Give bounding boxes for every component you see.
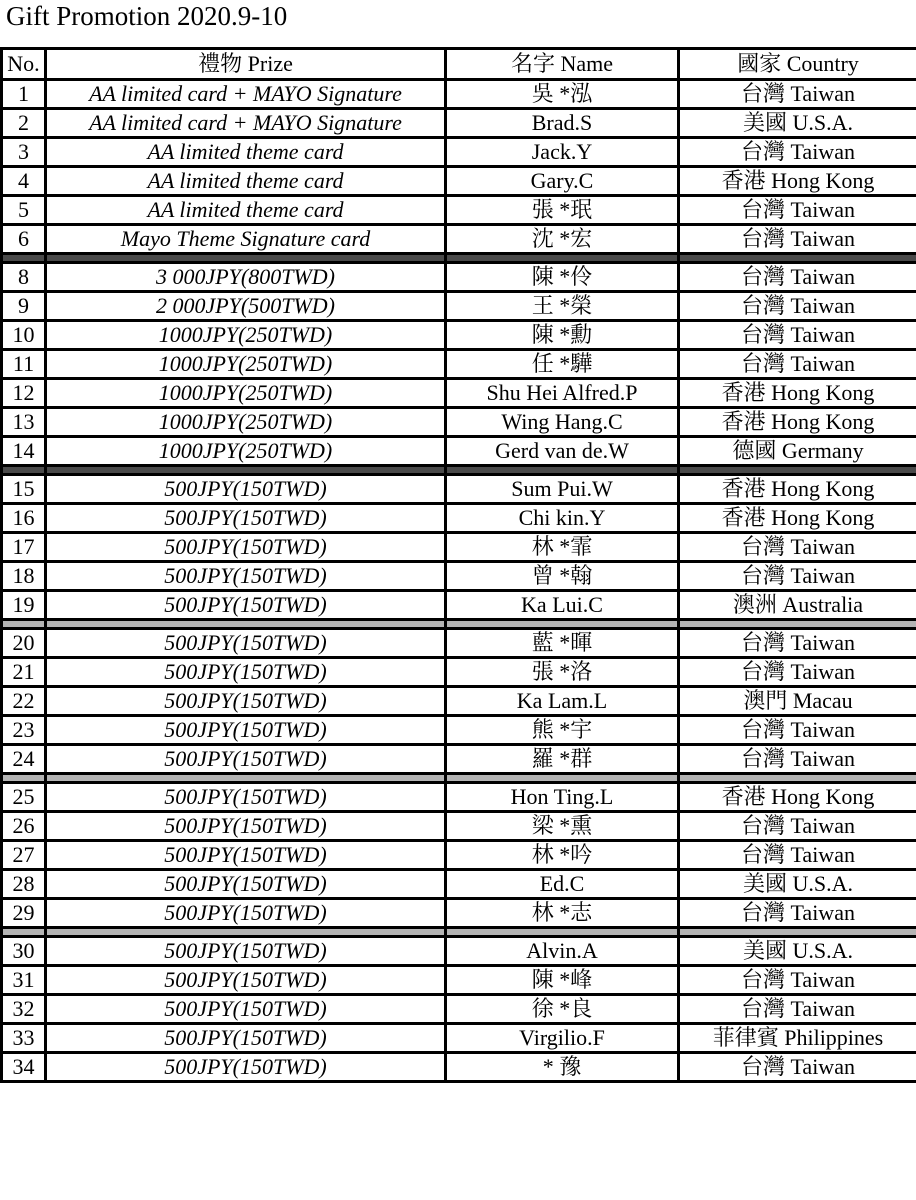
cell-no: 2 [2,109,46,138]
table-row [2,995,916,1024]
separator-cell [446,466,679,475]
cell-no: 33 [2,1024,46,1053]
cell-prize: 500JPY(150TWD) [46,1053,446,1082]
cell-country: 台灣 Taiwan [679,321,916,350]
cell-no: 18 [2,562,46,591]
cell-country: 台灣 Taiwan [679,899,916,928]
table-row [2,321,916,350]
table-row [2,562,916,591]
cell-name: 羅 *群 [446,745,679,774]
cell-no: 4 [2,167,46,196]
cell-prize: AA limited theme card [46,196,446,225]
cell-name: 吳 *泓 [446,80,679,109]
header-prize: 禮物 Prize [46,49,446,80]
cell-prize: 500JPY(150TWD) [46,562,446,591]
cell-name: Ka Lui.C [446,591,679,620]
separator-cell [2,774,46,783]
table-body [2,80,916,1082]
cell-prize: 500JPY(150TWD) [46,841,446,870]
cell-prize: 1000JPY(250TWD) [46,379,446,408]
cell-prize: 1000JPY(250TWD) [46,408,446,437]
table-row [2,350,916,379]
table-row [2,263,916,292]
cell-name: Brad.S [446,109,679,138]
cell-country: 香港 Hong Kong [679,504,916,533]
cell-country: 台灣 Taiwan [679,350,916,379]
table-row [2,687,916,716]
cell-country: 香港 Hong Kong [679,408,916,437]
cell-prize: AA limited card + MAYO Signature [46,80,446,109]
cell-no: 26 [2,812,46,841]
cell-prize: 2 000JPY(500TWD) [46,292,446,321]
cell-no: 31 [2,966,46,995]
cell-prize: 500JPY(150TWD) [46,1024,446,1053]
cell-country: 香港 Hong Kong [679,167,916,196]
cell-no: 16 [2,504,46,533]
cell-country: 台灣 Taiwan [679,225,916,254]
cell-prize: 1000JPY(250TWD) [46,321,446,350]
table-row [2,292,916,321]
separator-cell [679,928,916,937]
cell-prize: AA limited card + MAYO Signature [46,109,446,138]
cell-no: 21 [2,658,46,687]
cell-name: * 豫 [446,1053,679,1082]
cell-name: 熊 *宇 [446,716,679,745]
table-row [2,745,916,774]
cell-name: 徐 *良 [446,995,679,1024]
cell-name: 沈 *宏 [446,225,679,254]
cell-name: Sum Pui.W [446,475,679,504]
cell-country: 德國 Germany [679,437,916,466]
cell-no: 14 [2,437,46,466]
table-row [2,225,916,254]
cell-name: 陳 *勳 [446,321,679,350]
separator-cell [46,620,446,629]
cell-no: 17 [2,533,46,562]
cell-name: Hon Ting.L [446,783,679,812]
cell-country: 香港 Hong Kong [679,379,916,408]
cell-no: 22 [2,687,46,716]
group-separator [2,620,916,629]
cell-prize: 500JPY(150TWD) [46,504,446,533]
cell-country: 台灣 Taiwan [679,812,916,841]
cell-name: Ed.C [446,870,679,899]
cell-name: 張 *珉 [446,196,679,225]
separator-cell [446,928,679,937]
cell-no: 27 [2,841,46,870]
cell-prize: 500JPY(150TWD) [46,658,446,687]
cell-no: 19 [2,591,46,620]
cell-no: 28 [2,870,46,899]
cell-prize: 500JPY(150TWD) [46,716,446,745]
table-row [2,812,916,841]
cell-no: 30 [2,937,46,966]
cell-name: Chi kin.Y [446,504,679,533]
table-row [2,591,916,620]
cell-country: 台灣 Taiwan [679,263,916,292]
separator-cell [679,254,916,263]
header-country: 國家 Country [679,49,916,80]
cell-name: 任 *驊 [446,350,679,379]
cell-country: 台灣 Taiwan [679,716,916,745]
cell-no: 5 [2,196,46,225]
table-row [2,629,916,658]
cell-prize: 3 000JPY(800TWD) [46,263,446,292]
cell-country: 香港 Hong Kong [679,783,916,812]
cell-name: Shu Hei Alfred.P [446,379,679,408]
cell-no: 3 [2,138,46,167]
cell-no: 29 [2,899,46,928]
cell-prize: 500JPY(150TWD) [46,812,446,841]
cell-prize: 500JPY(150TWD) [46,629,446,658]
cell-no: 25 [2,783,46,812]
cell-prize: Mayo Theme Signature card [46,225,446,254]
cell-name: 曾 *翰 [446,562,679,591]
table-row [2,1053,916,1082]
cell-name: 梁 *熏 [446,812,679,841]
cell-country: 台灣 Taiwan [679,658,916,687]
cell-no: 1 [2,80,46,109]
separator-cell [679,774,916,783]
cell-country: 香港 Hong Kong [679,475,916,504]
header-row [2,49,916,80]
group-separator [2,466,916,475]
cell-country: 台灣 Taiwan [679,196,916,225]
separator-cell [46,928,446,937]
separator-cell [679,466,916,475]
table-row [2,379,916,408]
separator-cell [46,774,446,783]
table-row [2,196,916,225]
table-row [2,937,916,966]
cell-no: 12 [2,379,46,408]
cell-no: 32 [2,995,46,1024]
cell-country: 台灣 Taiwan [679,533,916,562]
group-separator [2,774,916,783]
cell-country: 美國 U.S.A. [679,109,916,138]
cell-no: 6 [2,225,46,254]
cell-prize: 500JPY(150TWD) [46,783,446,812]
cell-name: Alvin.A [446,937,679,966]
separator-cell [2,928,46,937]
cell-prize: 500JPY(150TWD) [46,591,446,620]
cell-name: 王 *榮 [446,292,679,321]
cell-no: 23 [2,716,46,745]
cell-country: 台灣 Taiwan [679,745,916,774]
cell-no: 11 [2,350,46,379]
table-row [2,475,916,504]
cell-name: 林 *霏 [446,533,679,562]
table-row [2,658,916,687]
table-row [2,437,916,466]
cell-prize: AA limited theme card [46,138,446,167]
table-row [2,1024,916,1053]
cell-prize: 1000JPY(250TWD) [46,437,446,466]
cell-country: 台灣 Taiwan [679,1053,916,1082]
cell-no: 20 [2,629,46,658]
cell-country: 台灣 Taiwan [679,562,916,591]
cell-country: 台灣 Taiwan [679,629,916,658]
table-row [2,109,916,138]
page-title: Gift Promotion 2020.9-10 [6,1,288,31]
separator-cell [446,254,679,263]
cell-country: 美國 U.S.A. [679,937,916,966]
cell-prize: 500JPY(150TWD) [46,966,446,995]
cell-name: Gary.C [446,167,679,196]
separator-cell [46,466,446,475]
table-row [2,966,916,995]
cell-prize: AA limited theme card [46,167,446,196]
cell-prize: 500JPY(150TWD) [46,995,446,1024]
cell-prize: 500JPY(150TWD) [46,687,446,716]
table-row [2,408,916,437]
table-row [2,167,916,196]
group-separator [2,928,916,937]
cell-country: 菲律賓 Philippines [679,1024,916,1053]
cell-prize: 500JPY(150TWD) [46,899,446,928]
cell-country: 台灣 Taiwan [679,292,916,321]
cell-no: 15 [2,475,46,504]
table-row [2,899,916,928]
cell-country: 台灣 Taiwan [679,966,916,995]
cell-name: Virgilio.F [446,1024,679,1053]
group-separator [2,254,916,263]
cell-name: 藍 *暉 [446,629,679,658]
table-row [2,716,916,745]
separator-cell [679,620,916,629]
separator-cell [446,774,679,783]
cell-no: 10 [2,321,46,350]
cell-country: 台灣 Taiwan [679,138,916,167]
cell-prize: 500JPY(150TWD) [46,870,446,899]
separator-cell [2,254,46,263]
cell-country: 美國 U.S.A. [679,870,916,899]
cell-no: 9 [2,292,46,321]
cell-name: 陳 *峰 [446,966,679,995]
table-row [2,80,916,109]
separator-cell [2,620,46,629]
cell-prize: 500JPY(150TWD) [46,745,446,774]
cell-country: 澳門 Macau [679,687,916,716]
table-row [2,870,916,899]
cell-country: 澳洲 Australia [679,591,916,620]
cell-country: 台灣 Taiwan [679,80,916,109]
separator-cell [46,254,446,263]
cell-no: 24 [2,745,46,774]
cell-prize: 500JPY(150TWD) [46,937,446,966]
cell-no: 13 [2,408,46,437]
table-row [2,504,916,533]
cell-country: 台灣 Taiwan [679,995,916,1024]
prize-winners-table [0,47,916,1083]
cell-name: 陳 *伶 [446,263,679,292]
table-row [2,783,916,812]
separator-cell [446,620,679,629]
cell-name: Jack.Y [446,138,679,167]
header-name: 名字 Name [446,49,679,80]
separator-cell [2,466,46,475]
cell-no: 8 [2,263,46,292]
table-row [2,533,916,562]
cell-prize: 500JPY(150TWD) [46,533,446,562]
cell-prize: 1000JPY(250TWD) [46,350,446,379]
table-row [2,841,916,870]
cell-name: Wing Hang.C [446,408,679,437]
cell-name: Ka Lam.L [446,687,679,716]
cell-prize: 500JPY(150TWD) [46,475,446,504]
cell-name: 林 *志 [446,899,679,928]
cell-name: 林 *吟 [446,841,679,870]
cell-name: 張 *洛 [446,658,679,687]
cell-name: Gerd van de.W [446,437,679,466]
cell-no: 34 [2,1053,46,1082]
header-no: No. [2,49,46,80]
table-row [2,138,916,167]
cell-country: 台灣 Taiwan [679,841,916,870]
